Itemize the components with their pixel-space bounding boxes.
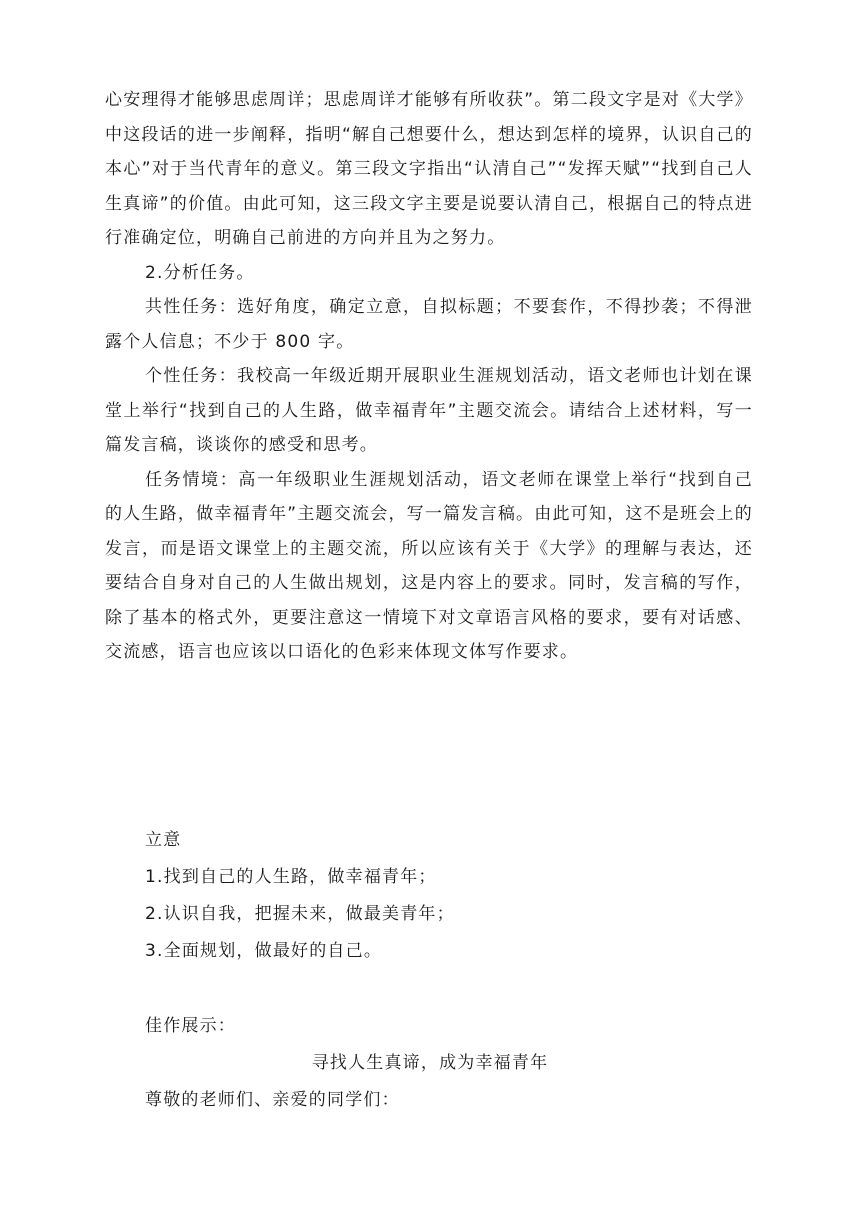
task-context-paragraph: 任务情境：高一年级职业生涯规划活动，语文老师在课堂上举行“找到自己的人生路，做幸福青年”主题交流会，写一篇发言稿。由此可知，这不是班会上的发言，而是语文课堂上的主题交流，所以应该有关于《大学》的理解与表达，还要结合自身对自己的人生做出规划，这是内容上的要求。同时，发言稿的写作，除了基本的格式外，更要注意这一情境下对文章语言风格的要求，要有对话感、交流感，语言也应该以口语化的色彩来体现文体写作要求。 <box>105 469 753 662</box>
sample-heading: 佳作展示： <box>145 1016 236 1036</box>
theme-item-1: 1.找到自己的人生路，做幸福青年； <box>145 867 437 887</box>
theme-item-3: 3.全面规划，做最好的自己。 <box>145 941 383 961</box>
intro-paragraph: 心安理得才能够思虑周详；思虑周详才能够有所收获”。第二段文字是对《大学》中这段话的进一步阐释，指明“解自己想要什么，想达到怎样的境界，认识自己的本心”对于当代青年的意义。第三段文字指出“认清自己”“发挥天赋”“找到自己人生真谛”的价值。由此可知，这三段文字主要是说要认清自己，根据自己的特点进行准确定位，明确自己前进的方向并且为之努力。 <box>105 90 753 248</box>
task-heading: 2.分析任务。 <box>145 262 255 283</box>
essay-title: 寻找人生真谛，成为幸福青年 <box>311 1053 549 1073</box>
common-task-paragraph: 共性任务：选好角度，确定立意，自拟标题；不要套作，不得抄袭；不得泄露个人信息；不少于 800 字。 <box>105 297 753 352</box>
specific-task-paragraph: 个性任务：我校高一年级近期开展职业生涯规划活动，语文老师也计划在课堂上举行“找到自己的人生路，做幸福青年”主题交流会。请结合上述材料，写一篇发言稿，谈谈你的感受和思考。 <box>105 366 753 455</box>
theme-item-2: 2.认识自我，把握未来，做最美青年； <box>145 904 455 924</box>
essay-salutation: 尊敬的老师们、亲爱的同学们： <box>145 1090 400 1110</box>
theme-heading: 立意 <box>145 830 182 850</box>
analysis-section <box>105 83 753 670</box>
